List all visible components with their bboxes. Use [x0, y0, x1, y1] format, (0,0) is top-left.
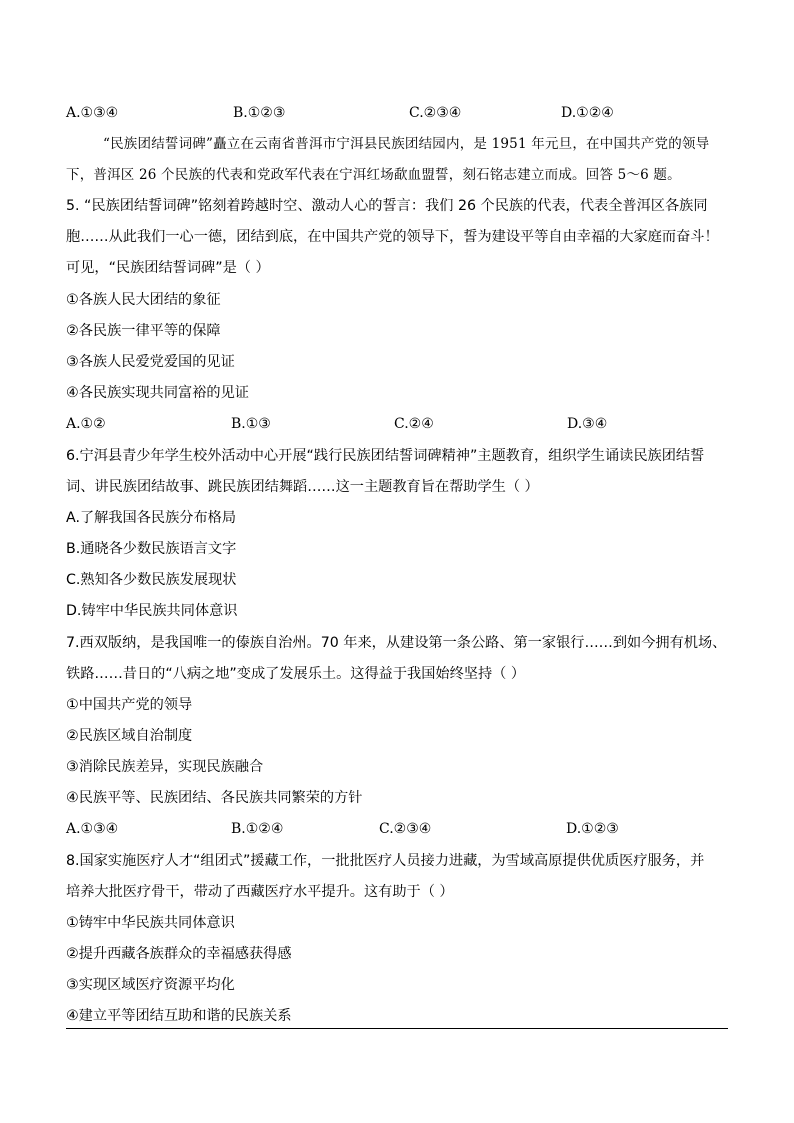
q8-item-4: ④建立平等团结互助和谐的民族关系 — [66, 1008, 292, 1024]
q7-option-a: A.①③④ — [66, 821, 119, 837]
q6-option-a: A.了解我国各民族分布格局 — [66, 510, 237, 526]
q5-item-1: ①各族人民大团结的象征 — [66, 292, 221, 308]
q7-option-c: C.②③④ — [379, 821, 432, 837]
q7-stem-line-2: 铁路……昔日的“八病之地”变成了发展乐土。这得益于我国始终坚持（ ） — [66, 666, 526, 682]
q5-option-a: A.①② — [66, 416, 106, 432]
q5-option-b: B.①③ — [231, 416, 271, 432]
intro-line-2: 下，普洱区 26 个民族的代表和党政军代表在宁洱红场歃血盟誓，刻石铭志建立而成。回答 5～6 题。 — [66, 167, 681, 183]
q5-item-2: ②各民族一律平等的保障 — [66, 323, 221, 339]
footer-divider — [66, 1028, 728, 1029]
q6-stem-line-1: 6.宁洱县青少年学生校外活动中心开展“践行民族团结誓词碑精神”主题教育，组织学生诵读民族团结誓 — [66, 448, 705, 464]
q5-options — [66, 414, 726, 434]
q7-options — [66, 819, 726, 839]
q5-stem-line-2: 胞……从此我们一心一德，团结到底，在中国共产党的领导下，誓为建设平等自由幸福的大家庭而奋斗！ — [66, 229, 719, 245]
q7-item-2: ②民族区域自治制度 — [66, 728, 193, 744]
option-b: B.①②③ — [233, 105, 286, 121]
q8-item-2: ②提升西藏各族群众的幸福感获得感 — [66, 946, 292, 962]
q6-option-d: D.铸牢中华民族共同体意识 — [66, 603, 238, 619]
prev-question-options — [66, 103, 726, 123]
q5-option-c: C.②④ — [394, 416, 434, 432]
q7-item-3: ③消除民族差异，实现民族融合 — [66, 759, 264, 775]
q8-item-3: ③实现区域医疗资源平均化 — [66, 977, 235, 993]
q7-option-b: B.①②④ — [231, 821, 284, 837]
q7-stem-line-1: 7.西双版纳，是我国唯一的傣族自治州。70 年来，从建设第一条公路、第一家银行……到如今拥有机场、 — [66, 635, 727, 651]
q8-stem-line-2: 培养大批医疗骨干，带动了西藏医疗水平提升。这有助于（ ） — [66, 884, 454, 900]
q5-item-4: ④各民族实现共同富裕的见证 — [66, 385, 249, 401]
q7-item-1: ①中国共产党的领导 — [66, 697, 193, 713]
q5-stem-line-1: 5. “民族团结誓词碑”铭刻着跨越时空、激动人心的誓言：我们 26 个民族的代表，代表全普洱区各族同 — [66, 198, 708, 214]
q8-stem-line-1: 8.国家实施医疗人才“组团式”援藏工作，一批批医疗人员接力进藏，为雪域高原提供优质医疗服务，并 — [66, 853, 705, 869]
q8-item-1: ①铸牢中华民族共同体意识 — [66, 915, 235, 931]
q7-item-4: ④民族平等、民族团结、各民族共同繁荣的方针 — [66, 790, 363, 806]
q5-stem-line-3: 可见，“民族团结誓词碑”是（ ） — [66, 260, 270, 276]
q5-item-3: ③各族人民爱党爱国的见证 — [66, 354, 235, 370]
q6-option-b: B.通晓各少数民族语言文字 — [66, 541, 237, 557]
option-c: C.②③④ — [409, 105, 462, 121]
intro-line-1: “民族团结誓词碑”矗立在云南省普洱市宁洱县民族团结园内，是 1951 年元旦，在中国共产党的领导 — [103, 136, 710, 152]
q6-stem-line-2: 词、讲民族团结故事、跳民族团结舞蹈……这一主题教育旨在帮助学生（ ） — [66, 479, 539, 495]
q7-option-d: D.①②③ — [566, 821, 619, 837]
q5-option-d: D.③④ — [567, 416, 608, 432]
option-a: A.①③④ — [66, 105, 119, 121]
option-d: D.①②④ — [561, 105, 614, 121]
q6-option-c: C.熟知各少数民族发展现状 — [66, 572, 237, 588]
